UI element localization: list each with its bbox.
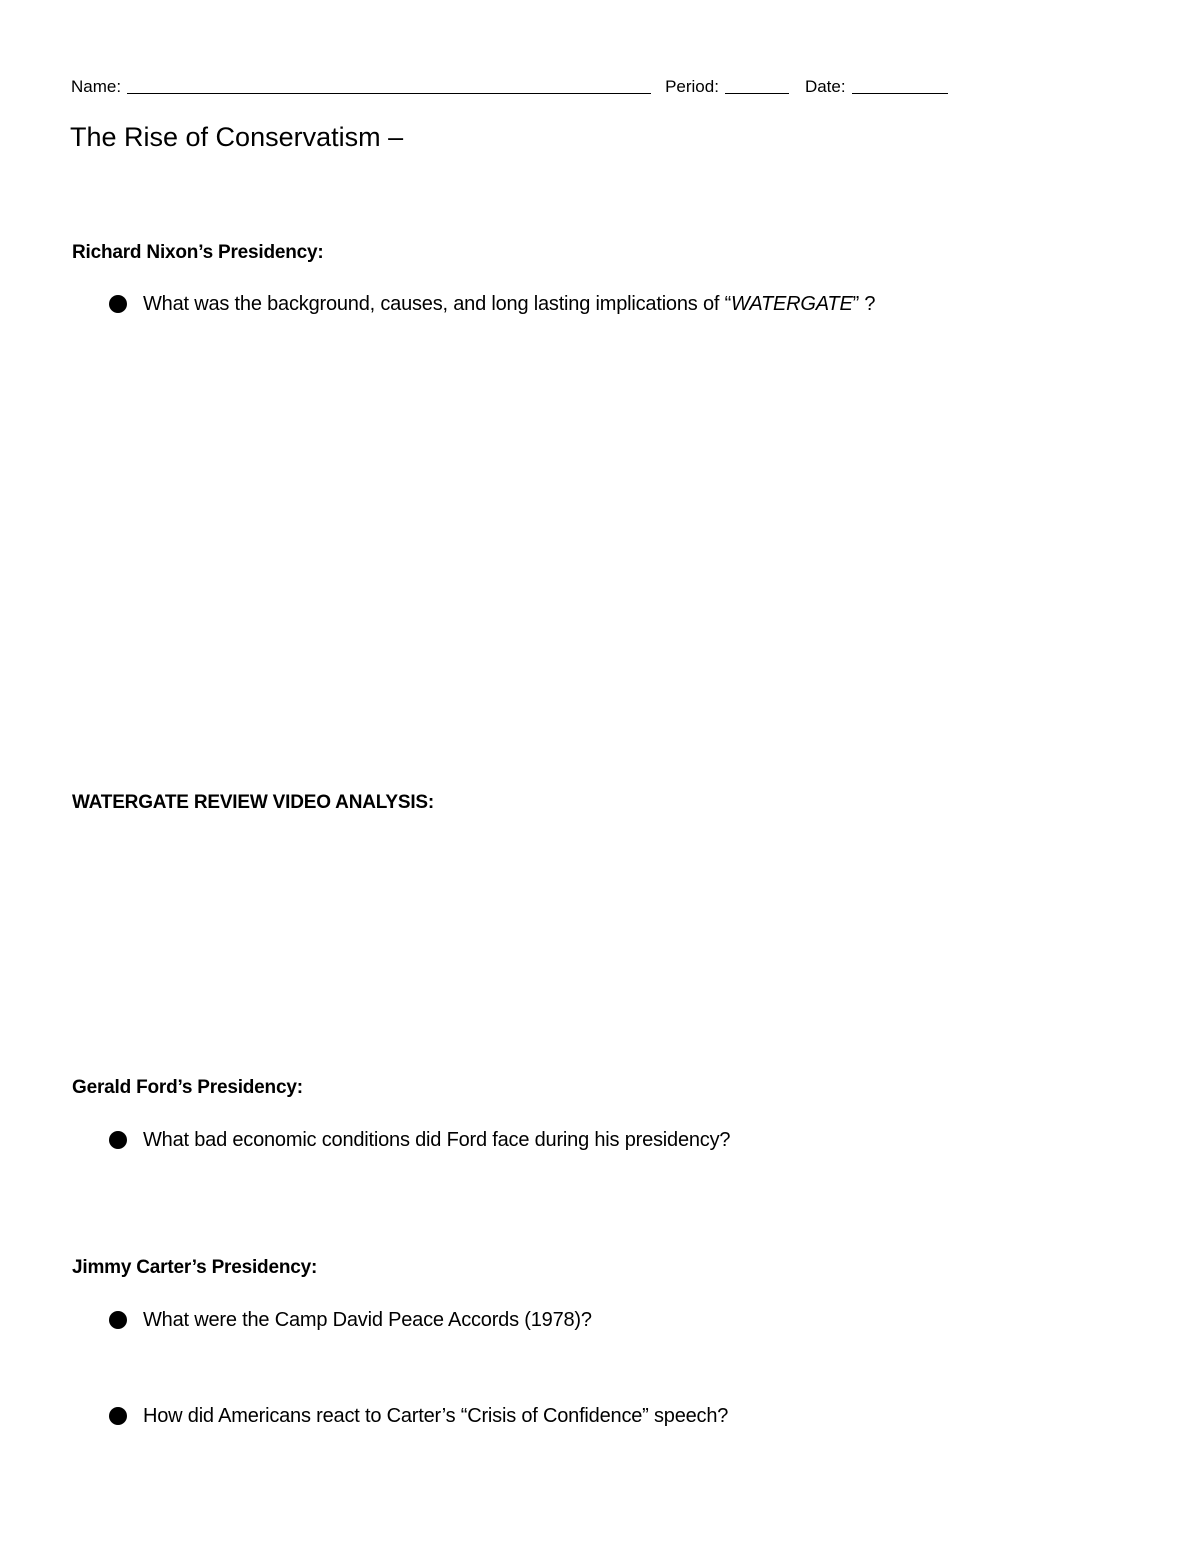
name-blank-line[interactable]: [127, 73, 651, 94]
ford-question: What bad economic conditions did Ford face during his presidency?: [143, 1129, 731, 1151]
bullet-icon: [109, 1131, 127, 1149]
carter-question-item-1: [109, 1306, 592, 1334]
date-blank-line[interactable]: [852, 73, 948, 94]
camp-david-question: What were the Camp David Peace Accords (1978)?: [143, 1309, 592, 1331]
nixon-question-prefix: What was the background, causes, and long lasting implications of “: [143, 293, 732, 315]
nixon-question-item: [109, 290, 875, 318]
date-label: Date:: [804, 77, 846, 96]
ford-section-heading: Gerald Ford’s Presidency:: [72, 1077, 303, 1098]
period-blank-line[interactable]: [725, 73, 789, 94]
crisis-of-confidence-question: How did Americans react to Carter’s “Crisis of Confidence” speech?: [143, 1405, 729, 1427]
bullet-icon: [109, 1407, 127, 1425]
worksheet-title: The Rise of Conservatism –: [70, 122, 404, 152]
bullet-icon: [109, 1311, 127, 1329]
period-label: Period:: [665, 77, 719, 96]
carter-question-item-2: [109, 1402, 728, 1430]
name-label: Name:: [71, 77, 122, 96]
nixon-question-suffix: ” ?: [852, 293, 876, 315]
nixon-section-heading: Richard Nixon’s Presidency:: [72, 242, 324, 263]
student-info-header: [71, 72, 948, 98]
watergate-video-heading: WATERGATE REVIEW VIDEO ANALYSIS:: [72, 792, 435, 813]
carter-section-heading: Jimmy Carter’s Presidency:: [72, 1257, 318, 1278]
bullet-icon: [109, 295, 127, 313]
ford-question-item: [109, 1126, 730, 1154]
nixon-question: [143, 290, 875, 318]
watergate-emphasis: WATERGATE: [731, 293, 853, 315]
